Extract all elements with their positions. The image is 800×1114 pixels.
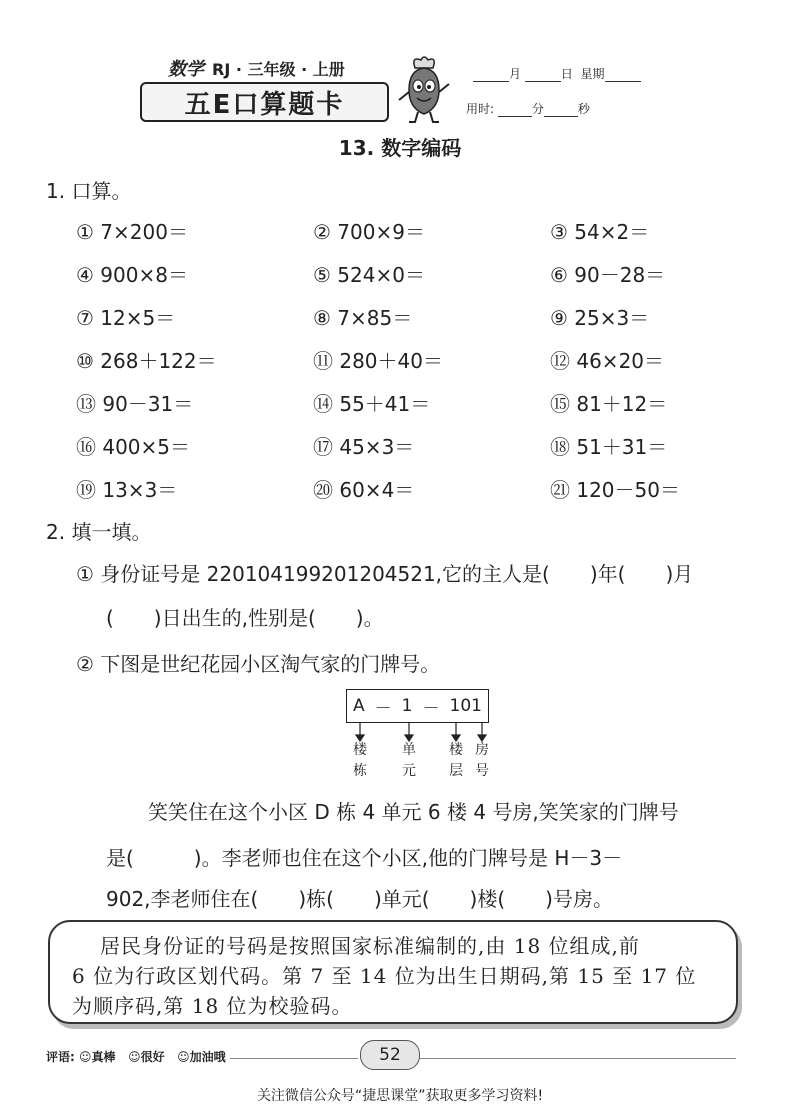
question-text: 笑笑住在这个小区 D 栋 4 单元 6 楼 4 号房,笑笑家的门牌号 [148, 800, 679, 824]
calc-item: ㉑ 120－50＝ [550, 478, 680, 502]
date-field [473, 65, 641, 82]
lesson-title: 13. 数字编码 [338, 136, 462, 160]
plate-label-room: 房号 [475, 742, 489, 779]
calc-item: ⑮ 81＋12＝ [550, 392, 668, 416]
question-text: ② 下图是世纪花园小区淘气家的门牌号。 [76, 652, 441, 676]
mascot-icon [393, 54, 455, 126]
workbook-title: 五E口算题卡 [140, 82, 389, 122]
time-label: 用时: [466, 102, 495, 116]
calc-item: ⑫ 46×20＝ [550, 349, 665, 373]
question-text: 902,李老师住在( )栋( )单元( )楼( )号房。 [106, 887, 613, 911]
calc-item: ⑬ 90－31＝ [76, 392, 194, 416]
rating-label: 很好 [140, 1050, 165, 1064]
comment-bar [46, 1048, 226, 1065]
plate-unit: 1 [401, 696, 413, 716]
calc-item: ⑥ 90－28＝ [550, 263, 666, 287]
smiley-icon: ☺ [128, 1050, 141, 1064]
calc-item: ⑪ 280＋40＝ [313, 349, 443, 373]
plate-label-floor: 楼层 [449, 742, 463, 779]
time-field [466, 100, 590, 117]
rating-label: 加油哦 [189, 1050, 226, 1064]
comment-label: 评语: [46, 1050, 75, 1064]
promo-text: 关注微信公众号“捷思课堂”获取更多学习资料! [256, 1088, 544, 1104]
plate-label-unit: 单元 [402, 742, 416, 779]
month-label: 月 [509, 67, 522, 81]
minute-label: 分 [531, 102, 544, 116]
tip-text: 居民身份证的号码是按照国家标准编制的,由 18 位组成,前 [100, 934, 640, 958]
calc-item: ⑰ 45×3＝ [313, 435, 415, 459]
subject-label: 数学 [168, 59, 204, 80]
calc-item: ⑨ 25×3＝ [550, 306, 650, 330]
calc-item: ⑲ 13×3＝ [76, 478, 178, 502]
calc-item: ⑱ 51＋31＝ [550, 435, 668, 459]
calc-item: ⑧ 7×85＝ [313, 306, 413, 330]
plate-building: A [353, 696, 365, 716]
calc-item: ⑩ 268＋122＝ [76, 349, 217, 373]
second-label: 秒 [577, 102, 590, 116]
page-number: 52 [360, 1040, 420, 1070]
day-label: 日 [560, 67, 573, 81]
divider [420, 1058, 736, 1059]
calc-item: ① 7×200＝ [76, 220, 188, 244]
rating-label: 真棒 [91, 1050, 116, 1064]
calc-item: ⑤ 524×0＝ [313, 263, 425, 287]
plate-dash: － [422, 698, 440, 719]
plate-arrows [346, 722, 496, 742]
calc-item: ⑳ 60×4＝ [313, 478, 415, 502]
tip-text: 为顺序码,第 18 位为校验码。 [72, 994, 353, 1018]
divider [230, 1058, 358, 1059]
plate-dash: － [374, 698, 392, 719]
question-text: ( )日出生的,性别是( )。 [106, 606, 384, 630]
grade-label: RJ · 三年级 · 上册 [212, 60, 345, 79]
weekday-label: 星期 [580, 67, 605, 81]
door-plate [346, 689, 489, 723]
section1-heading: 1. 口算。 [46, 179, 132, 203]
calc-item: ⑭ 55＋41＝ [313, 392, 431, 416]
smiley-icon: ☺ [79, 1050, 92, 1064]
calc-item: ④ 900×8＝ [76, 263, 188, 287]
tip-text: 6 位为行政区划代码。第 7 至 14 位为出生日期码,第 15 至 17 位 [72, 964, 697, 988]
section2-heading: 2. 填一填。 [46, 520, 152, 544]
calc-item: ⑯ 400×5＝ [76, 435, 191, 459]
calc-item: ② 700×9＝ [313, 220, 425, 244]
question-text: ① 身份证号是 220104199201204521,它的主人是( )年( )月 [76, 562, 694, 586]
calc-item: ③ 54×2＝ [550, 220, 650, 244]
plate-room: 101 [449, 696, 482, 716]
plate-label-building: 楼栋 [353, 742, 367, 779]
calc-item: ⑦ 12×5＝ [76, 306, 176, 330]
smiley-icon: ☺ [177, 1050, 190, 1064]
question-text: 是( )。李老师也住在这个小区,他的门牌号是 H－3－ [106, 846, 623, 870]
